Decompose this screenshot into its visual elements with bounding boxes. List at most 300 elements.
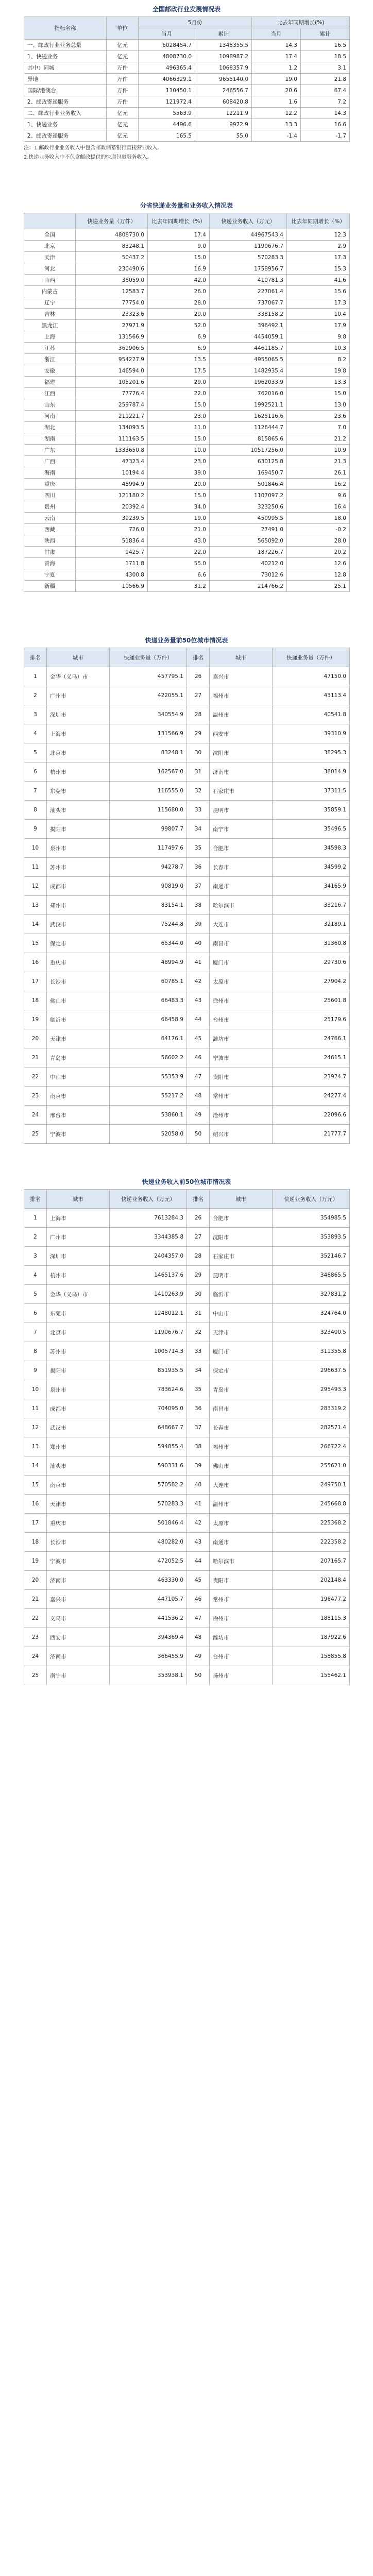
table-cell: 77754.0 [76, 297, 148, 309]
table-cell: 嘉兴市 [210, 667, 273, 686]
table-cell: 万件 [107, 62, 139, 74]
table-cell: 5 [24, 743, 47, 762]
table-cell: 福州市 [210, 1437, 273, 1456]
table-cell: 249750.1 [273, 1476, 350, 1495]
table-cell: 亿元 [107, 40, 139, 51]
table-row [24, 762, 350, 782]
table-cell: 12 [24, 877, 47, 896]
table-cell: 山东 [24, 399, 76, 411]
table-cell: 44 [187, 1552, 210, 1571]
table-cell: 463330.0 [110, 1571, 187, 1590]
col-growth: 比去年同期增长(%) [252, 17, 350, 28]
table-cell: 21.3 [287, 456, 350, 467]
table-row [24, 724, 350, 743]
table-cell: 异地 [24, 74, 107, 85]
table-cell: 15 [24, 934, 47, 953]
table-cell: 726.0 [76, 524, 148, 535]
table-cell: 48 [187, 1087, 210, 1106]
table-cell: 410781.3 [210, 275, 287, 286]
table-cell: 6.9 [148, 331, 210, 343]
table-cell: 353938.1 [110, 1666, 187, 1685]
table-cell: 352146.7 [273, 1247, 350, 1266]
table-cell: 成都市 [47, 1399, 110, 1418]
table-row [24, 263, 350, 275]
table-cell: 济南市 [210, 762, 273, 782]
table-cell: 宁波市 [47, 1552, 110, 1571]
table-row [24, 1476, 350, 1495]
table-cell: 浙江 [24, 354, 76, 365]
table-cell: 353893.5 [273, 1228, 350, 1247]
table-cell: 27971.9 [76, 320, 148, 331]
table-cell: 15.3 [287, 263, 350, 275]
table-cell: 43.0 [148, 535, 210, 547]
table-cell: 954227.9 [76, 354, 148, 365]
table-cell: 厦门市 [210, 953, 273, 972]
table-cell: 762016.0 [210, 388, 287, 399]
table-cell: 324764.0 [273, 1304, 350, 1323]
table-cell: 36 [187, 1399, 210, 1418]
table-cell: 15 [24, 1476, 47, 1495]
table-cell: 天津市 [210, 1323, 273, 1342]
table-row [24, 1380, 350, 1399]
table-cell: 甘肃 [24, 547, 76, 558]
table-cell: 22.0 [148, 388, 210, 399]
col-rank: 排名 [187, 1190, 210, 1209]
table-cell: 温州市 [210, 1495, 273, 1514]
table-cell: 长春市 [210, 1418, 273, 1437]
table-cell: 1410263.9 [110, 1285, 187, 1304]
table-cell: 山西 [24, 275, 76, 286]
table-cell: 1758956.7 [210, 263, 287, 275]
table-cell: 合肥市 [210, 1209, 273, 1228]
table-row [24, 569, 350, 581]
table-cell: 9972.9 [195, 119, 252, 130]
table-cell: 39 [187, 1456, 210, 1476]
table-cell: 323400.5 [273, 1323, 350, 1342]
table-cell: 19 [24, 1552, 47, 1571]
col-rank: 排名 [24, 648, 47, 667]
table-row [24, 501, 350, 513]
table-cell: 金华（义乌）市 [47, 1285, 110, 1304]
table-cell: 42.0 [148, 275, 210, 286]
table-cell: 13.0 [287, 399, 350, 411]
table-row [24, 399, 350, 411]
table-row [24, 820, 350, 839]
table-cell: 43113.4 [273, 686, 350, 705]
table-cell: 邢台市 [47, 1106, 110, 1125]
table-row [24, 1285, 350, 1304]
table-cell: -0.2 [287, 524, 350, 535]
table-cell: 2 [24, 1228, 47, 1247]
table-cell: 南昌市 [210, 934, 273, 953]
col-volume: 快递业务量（万件） [76, 213, 148, 229]
province-body [24, 229, 350, 592]
table-cell: 18.0 [287, 513, 350, 524]
table-row [24, 1342, 350, 1361]
table-cell: 重庆市 [47, 1514, 110, 1533]
table-cell: 广州市 [47, 686, 110, 705]
table-cell: 26 [187, 1209, 210, 1228]
table-row [24, 130, 350, 142]
table-cell: 28.0 [287, 535, 350, 547]
table-cell: 34165.9 [273, 877, 350, 896]
table-cell: 28.0 [148, 297, 210, 309]
table-cell: 安徽 [24, 365, 76, 377]
table-row [24, 1514, 350, 1533]
table-cell: 480282.0 [110, 1533, 187, 1552]
table-row [24, 388, 350, 399]
industry-summary-notes [24, 142, 349, 162]
table-cell: 3.1 [301, 62, 350, 74]
table-cell: 131566.9 [110, 724, 187, 743]
table-cell: 23.0 [148, 411, 210, 422]
table-cell: 沧州市 [210, 1106, 273, 1125]
table-cell: 31 [187, 762, 210, 782]
table-cell: 60785.1 [110, 972, 187, 991]
table-row [24, 411, 350, 422]
table-cell: 202148.4 [273, 1571, 350, 1590]
table-cell: 14.3 [252, 40, 301, 51]
table-cell: 9425.7 [76, 547, 148, 558]
table-cell: 16.5 [301, 40, 350, 51]
table-cell: 34 [187, 820, 210, 839]
table-row [24, 1266, 350, 1285]
table-cell: 32 [187, 1323, 210, 1342]
table-cell: 4808730.0 [139, 51, 195, 62]
table-cell: 83248.1 [76, 241, 148, 252]
table-cell: 徐州市 [210, 1609, 273, 1628]
table-cell: 济南市 [47, 1647, 110, 1666]
table-cell: 90819.0 [110, 877, 187, 896]
table-cell: 450995.5 [210, 513, 287, 524]
table-cell: 27 [187, 686, 210, 705]
table-cell: 万件 [107, 96, 139, 108]
table-cell: 二、邮政行业业务收入 [24, 108, 107, 119]
table-cell: 42 [187, 972, 210, 991]
table-cell: 金华（义乌）市 [47, 667, 110, 686]
table-cell: 165.5 [139, 130, 195, 142]
table-row [24, 877, 350, 896]
table-cell: 259787.4 [76, 399, 148, 411]
table-row [24, 1361, 350, 1380]
table-row [24, 782, 350, 801]
table-cell: 其中：同城 [24, 62, 107, 74]
table-cell: 河南 [24, 411, 76, 422]
table-cell: 12.6 [287, 558, 350, 569]
table-cell: 38295.3 [273, 743, 350, 762]
table-cell: 67.4 [301, 85, 350, 96]
table-cell: 40 [187, 934, 210, 953]
table-cell: 10 [24, 1380, 47, 1399]
table-row [24, 40, 350, 51]
table-cell: 121180.2 [76, 490, 148, 501]
table-cell: 沈阳市 [210, 743, 273, 762]
table-cell: 18.5 [301, 51, 350, 62]
table-cell: 23 [24, 1087, 47, 1106]
table-cell: 648667.7 [110, 1418, 187, 1437]
table-cell: 江西 [24, 388, 76, 399]
table-cell: 33 [187, 801, 210, 820]
table-cell: 武汉市 [47, 915, 110, 934]
table-cell: 187922.6 [273, 1628, 350, 1647]
table-cell: 17.9 [287, 320, 350, 331]
table-cell: 214766.2 [210, 581, 287, 592]
table-cell: 21777.7 [273, 1125, 350, 1144]
table-cell: 23924.7 [273, 1067, 350, 1087]
table-cell: 17.5 [148, 365, 210, 377]
table-cell: 揭阳市 [47, 1361, 110, 1380]
table-cell: 深圳市 [47, 1247, 110, 1266]
table-cell: 国际/港澳台 [24, 85, 107, 96]
table-cell: 47150.0 [273, 667, 350, 686]
table-cell: 7 [24, 782, 47, 801]
table-row [24, 456, 350, 467]
table-cell: 21 [24, 1048, 47, 1067]
table-cell: 太原市 [210, 972, 273, 991]
col-revenue-growth: 比去年同期增长（%） [287, 213, 350, 229]
table-cell: 222358.2 [273, 1533, 350, 1552]
table-cell: 青海 [24, 558, 76, 569]
table-cell: 东莞市 [47, 782, 110, 801]
table-cell: 12211.9 [195, 108, 252, 119]
table-cell: 中山市 [210, 1304, 273, 1323]
table-cell: 851935.5 [110, 1361, 187, 1380]
table-cell: 北京 [24, 241, 76, 252]
table-cell: 9 [24, 1361, 47, 1380]
table-cell: 9.8 [287, 331, 350, 343]
table-cell: -1.4 [252, 130, 301, 142]
table-cell: 65344.0 [110, 934, 187, 953]
table-cell: 13 [24, 1437, 47, 1456]
table-row [24, 297, 350, 309]
table-row [24, 535, 350, 547]
table-cell: 15.0 [287, 388, 350, 399]
table-cell: 长沙市 [47, 972, 110, 991]
table-cell: 394369.4 [110, 1628, 187, 1647]
table-cell: 41 [187, 1495, 210, 1514]
table-cell: 35 [187, 1380, 210, 1399]
table-cell: 16.6 [301, 119, 350, 130]
table-cell: 19.0 [148, 513, 210, 524]
table-cell: 116555.0 [110, 782, 187, 801]
table-cell: 40 [187, 1476, 210, 1495]
table-row [24, 1323, 350, 1342]
table-cell: 亿元 [107, 130, 139, 142]
table-cell: 亿元 [107, 108, 139, 119]
table-cell: 15.0 [148, 433, 210, 445]
table-row [24, 524, 350, 535]
table-cell: 155462.1 [273, 1666, 350, 1685]
table-cell: 146594.0 [76, 365, 148, 377]
table-cell: 江苏 [24, 343, 76, 354]
table-cell: 郑州市 [47, 1437, 110, 1456]
table-cell: 27491.0 [210, 524, 287, 535]
table-cell: 12 [24, 1418, 47, 1437]
table-cell: 5 [24, 1285, 47, 1304]
table-cell: 1005714.3 [110, 1342, 187, 1361]
table-cell: 29 [187, 1266, 210, 1285]
table-cell: 225368.2 [273, 1514, 350, 1533]
table-cell: 296637.5 [273, 1361, 350, 1380]
table-row [24, 1590, 350, 1609]
table-row [24, 513, 350, 524]
table-cell: 重庆 [24, 479, 76, 490]
table-cell: 27904.2 [273, 972, 350, 991]
table-cell: 福建 [24, 377, 76, 388]
table-cell: 24615.1 [273, 1048, 350, 1067]
table-cell: 227061.4 [210, 286, 287, 297]
col-city: 城市 [47, 1190, 110, 1209]
table-cell: 366455.9 [110, 1647, 187, 1666]
table-row [24, 286, 350, 297]
table-cell: 608420.8 [195, 96, 252, 108]
table-row [24, 229, 350, 241]
table-cell: 21.8 [301, 74, 350, 85]
table-cell: 青岛市 [47, 1048, 110, 1067]
table-cell: 52.0 [148, 320, 210, 331]
table-cell: 4454059.1 [210, 331, 287, 343]
table-cell: 22.0 [148, 547, 210, 558]
table-cell: 泉州市 [47, 839, 110, 858]
col-may: 5月份 [139, 17, 252, 28]
table-cell: 合肥市 [210, 839, 273, 858]
table-cell: 64176.1 [110, 1029, 187, 1048]
table-row [24, 581, 350, 592]
table-row [24, 1029, 350, 1048]
table-cell: 10 [24, 839, 47, 858]
table-cell: 196477.2 [273, 1590, 350, 1609]
table-cell: 16 [24, 1495, 47, 1514]
table-row [24, 108, 350, 119]
table-cell: 44967543.4 [210, 229, 287, 241]
table-row [24, 479, 350, 490]
table-cell: 4808730.0 [76, 229, 148, 241]
table-row [24, 241, 350, 252]
table-row [24, 51, 350, 62]
table-row [24, 991, 350, 1010]
table-row [24, 1533, 350, 1552]
industry-summary-table [24, 16, 350, 142]
table-cell: 保定市 [47, 934, 110, 953]
table-row [24, 1399, 350, 1418]
table-cell: 7 [24, 1323, 47, 1342]
table-cell: 25601.8 [273, 991, 350, 1010]
table-row [24, 354, 350, 365]
table-cell: 28 [187, 705, 210, 724]
table-cell: 佛山市 [210, 1456, 273, 1476]
table-cell: 成都市 [47, 877, 110, 896]
table-cell: 上海市 [47, 724, 110, 743]
table-row [24, 74, 350, 85]
table-cell: 48994.9 [110, 953, 187, 972]
col-city: 城市 [210, 648, 273, 667]
table-row [24, 1666, 350, 1685]
table-row [24, 1456, 350, 1476]
table-cell: 396492.1 [210, 320, 287, 331]
table-cell: 31 [187, 1304, 210, 1323]
table-cell: 115680.0 [110, 801, 187, 820]
table-cell: 河北 [24, 263, 76, 275]
table-row [24, 1571, 350, 1590]
table-cell: 海南 [24, 467, 76, 479]
table-cell: 24 [24, 1106, 47, 1125]
table-cell: 52058.0 [110, 1125, 187, 1144]
table-row [24, 1495, 350, 1514]
table-row [24, 309, 350, 320]
table-cell: 35859.1 [273, 801, 350, 820]
table-cell: 杭州市 [47, 762, 110, 782]
table-cell: 19.0 [252, 74, 301, 85]
table-cell: 25179.6 [273, 1010, 350, 1029]
table-cell: 13.3 [287, 377, 350, 388]
table-cell: 1 [24, 1209, 47, 1228]
col-province [24, 213, 76, 229]
table-cell: 温州市 [210, 705, 273, 724]
table-cell: 32189.1 [273, 915, 350, 934]
table-cell: 570283.3 [210, 252, 287, 263]
table-cell: 1190676.7 [110, 1323, 187, 1342]
table-cell: 佛山市 [47, 991, 110, 1010]
table-row [24, 62, 350, 74]
table-cell: 10.4 [287, 309, 350, 320]
table-cell: 26 [187, 667, 210, 686]
table-cell: 天津 [24, 252, 76, 263]
table-cell: 扬州市 [210, 1666, 273, 1685]
table-cell: 38059.0 [76, 275, 148, 286]
industry-summary-section [0, 0, 373, 162]
table-cell: 内蒙古 [24, 286, 76, 297]
table-cell: 1068357.9 [195, 62, 252, 74]
table-cell: 临沂市 [47, 1010, 110, 1029]
table-row [24, 365, 350, 377]
table-cell: 6.6 [148, 569, 210, 581]
table-cell: 19 [24, 1010, 47, 1029]
table-cell: 15.6 [287, 286, 350, 297]
table-row [24, 343, 350, 354]
table-cell: 41 [187, 953, 210, 972]
table-cell: 2.9 [287, 241, 350, 252]
table-cell: 25 [24, 1666, 47, 1685]
table-row [24, 1048, 350, 1067]
table-cell: 51836.4 [76, 535, 148, 547]
table-row [24, 320, 350, 331]
table-cell: 99807.7 [110, 820, 187, 839]
table-cell: 13.3 [252, 119, 301, 130]
table-cell: 34 [187, 1361, 210, 1380]
table-cell: 9655140.0 [195, 74, 252, 85]
table-cell: 21.0 [148, 524, 210, 535]
table-cell: 6028454.7 [139, 40, 195, 51]
table-cell: 565092.0 [210, 535, 287, 547]
table-cell: 苏州市 [47, 1342, 110, 1361]
col-rank: 排名 [187, 648, 210, 667]
table-cell: 南京市 [47, 1476, 110, 1495]
table-cell: 17.3 [287, 252, 350, 263]
table-cell: 12.8 [287, 569, 350, 581]
table-cell: 29730.6 [273, 953, 350, 972]
table-cell: 30 [187, 1285, 210, 1304]
table-cell: 501846.4 [210, 479, 287, 490]
table-cell: 55353.9 [110, 1067, 187, 1087]
table-cell: 29.0 [148, 309, 210, 320]
table-cell: 44 [187, 1010, 210, 1029]
table-cell: 16.9 [148, 263, 210, 275]
table-cell: 10.0 [148, 445, 210, 456]
table-cell: 1、快递业务 [24, 51, 107, 62]
table-cell: 广州市 [47, 1228, 110, 1247]
city-revenue-table [24, 1189, 350, 1685]
table-cell: 绍兴市 [210, 1125, 273, 1144]
